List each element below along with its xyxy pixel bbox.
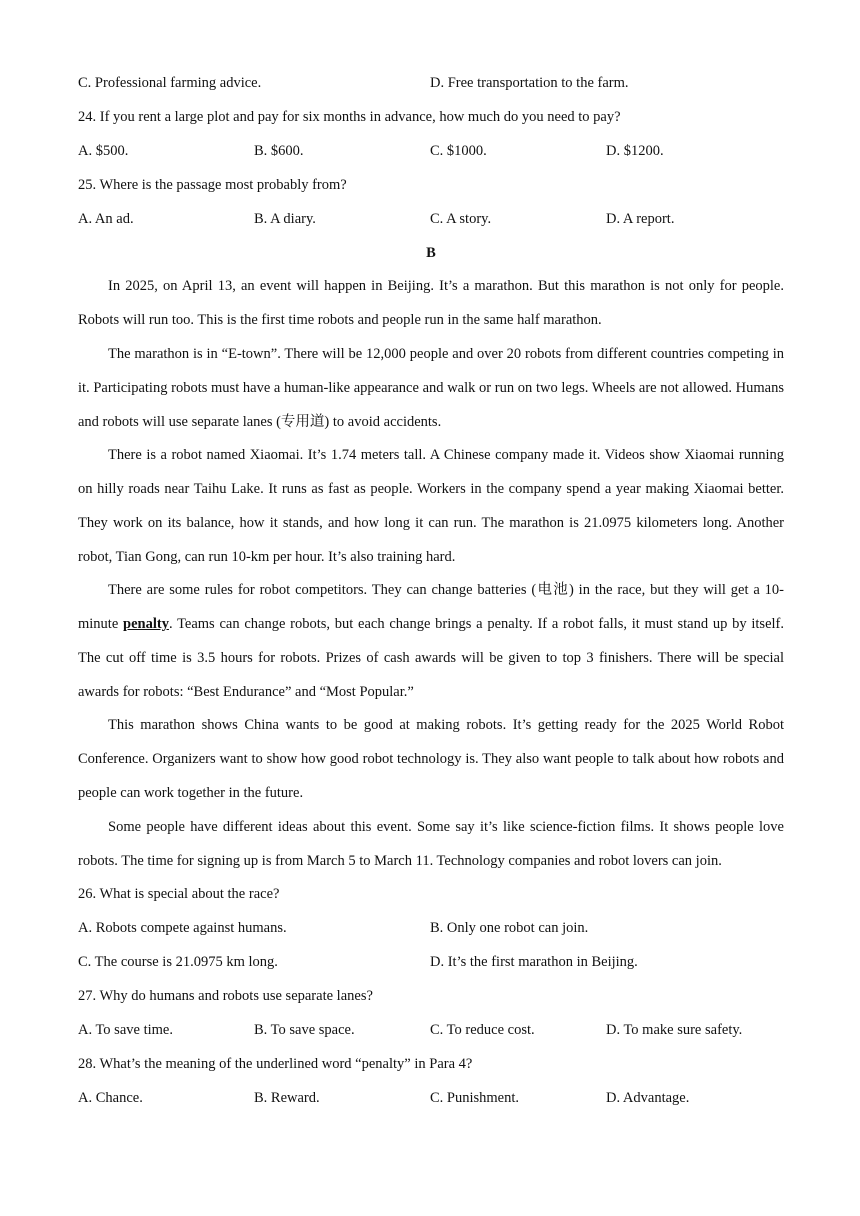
q25-option-c: C. A story. (430, 211, 492, 227)
passage-paragraph-2: The marathon is in “E-town”. There will be 12,000 people and over 20 robots from different countries competing in it. Participating robots must have a human-like appearance and walk or run on two legs. Wheels are not allowed. Humans and robots will use separate lanes (专用道) to avoid accidents. (78, 346, 784, 430)
q27-stem: 27. Why do humans and robots use separate lanes? (78, 988, 373, 1004)
q28-option-d: D. Advantage. (606, 1090, 690, 1106)
underlined-word-penalty: penalty (123, 616, 169, 632)
q28-stem: 28. What’s the meaning of the underlined word “penalty” in Para 4? (78, 1056, 473, 1072)
q26-option-a: A. Robots compete against humans. (78, 920, 287, 936)
q24-option-d: D. $1200. (606, 143, 664, 159)
section-heading: B (426, 245, 436, 261)
q24-option-c: C. $1000. (430, 143, 487, 159)
q25-stem: 25. Where is the passage most probably from? (78, 177, 347, 193)
q25-option-d: D. A report. (606, 211, 675, 227)
passage-paragraph-4 (78, 573, 784, 709)
paragraph-4-text-before: There are some rules for robot competitors. They can change batteries (电池) in the race, but they will get a 10-minute (78, 582, 784, 632)
q27-option-d: D. To make sure safety. (606, 1022, 743, 1038)
q26-option-b: B. Only one robot can join. (430, 920, 589, 936)
passage-paragraph-6: Some people have different ideas about this event. Some say it’s like science-fiction films. It shows people love robots. The time for signing up is from March 5 to March 11. Technology companies and robot lovers can join. (78, 819, 784, 869)
q27-option-b: B. To save space. (254, 1022, 355, 1038)
passage-paragraph-5: This marathon shows China wants to be good at making robots. It’s getting ready for the 2025 World Robot Conference. Organizers want to show how good robot technology is. They also want people to talk about how robots and people can work together in the future. (78, 717, 784, 801)
q27-option-a: A. To save time. (78, 1022, 173, 1038)
paragraph-4-text-after: . Teams can change robots, but each change brings a penalty. If a robot falls, it must stand up by itself. The cut off time is 3.5 hours for robots. Prizes of cash awards will be given to top 3 finishers. There will be special awards for robots: “Best Endurance” and “Most Popular.” (78, 616, 784, 700)
q24-stem: 24. If you rent a large plot and pay for six months in advance, how much do you need to pay? (78, 109, 621, 125)
q23-option-d: D. Free transportation to the farm. (430, 75, 629, 91)
passage-paragraph-3: There is a robot named Xiaomai. It’s 1.74 meters tall. A Chinese company made it. Videos show Xiaomai running on hilly roads near Taihu Lake. It runs as fast as people. Workers in the company spend a year making Xiaomai better. They work on its balance, how it stands, and how long it can run. The marathon is 21.0975 kilometers long. Another robot, Tian Gong, can run 10-km per hour. It’s also training hard. (78, 447, 784, 565)
passage-paragraph-1: In 2025, on April 13, an event will happen in Beijing. It’s a marathon. But this marathon is not only for people. Robots will run too. This is the first time robots and people run in the same half marathon. (78, 278, 784, 328)
q28-option-a: A. Chance. (78, 1090, 143, 1106)
q26-option-c: C. The course is 21.0975 km long. (78, 954, 278, 970)
q28-option-c: C. Punishment. (430, 1090, 520, 1106)
q26-option-d: D. It’s the first marathon in Beijing. (430, 954, 638, 970)
q23-option-c: C. Professional farming advice. (78, 75, 262, 91)
q25-option-b: B. A diary. (254, 211, 316, 227)
q26-stem: 26. What is special about the race? (78, 886, 280, 902)
q24-option-a: A. $500. (78, 143, 129, 159)
q24-option-b: B. $600. (254, 143, 304, 159)
q25-option-a: A. An ad. (78, 211, 134, 227)
q27-option-c: C. To reduce cost. (430, 1022, 535, 1038)
q28-option-b: B. Reward. (254, 1090, 320, 1106)
